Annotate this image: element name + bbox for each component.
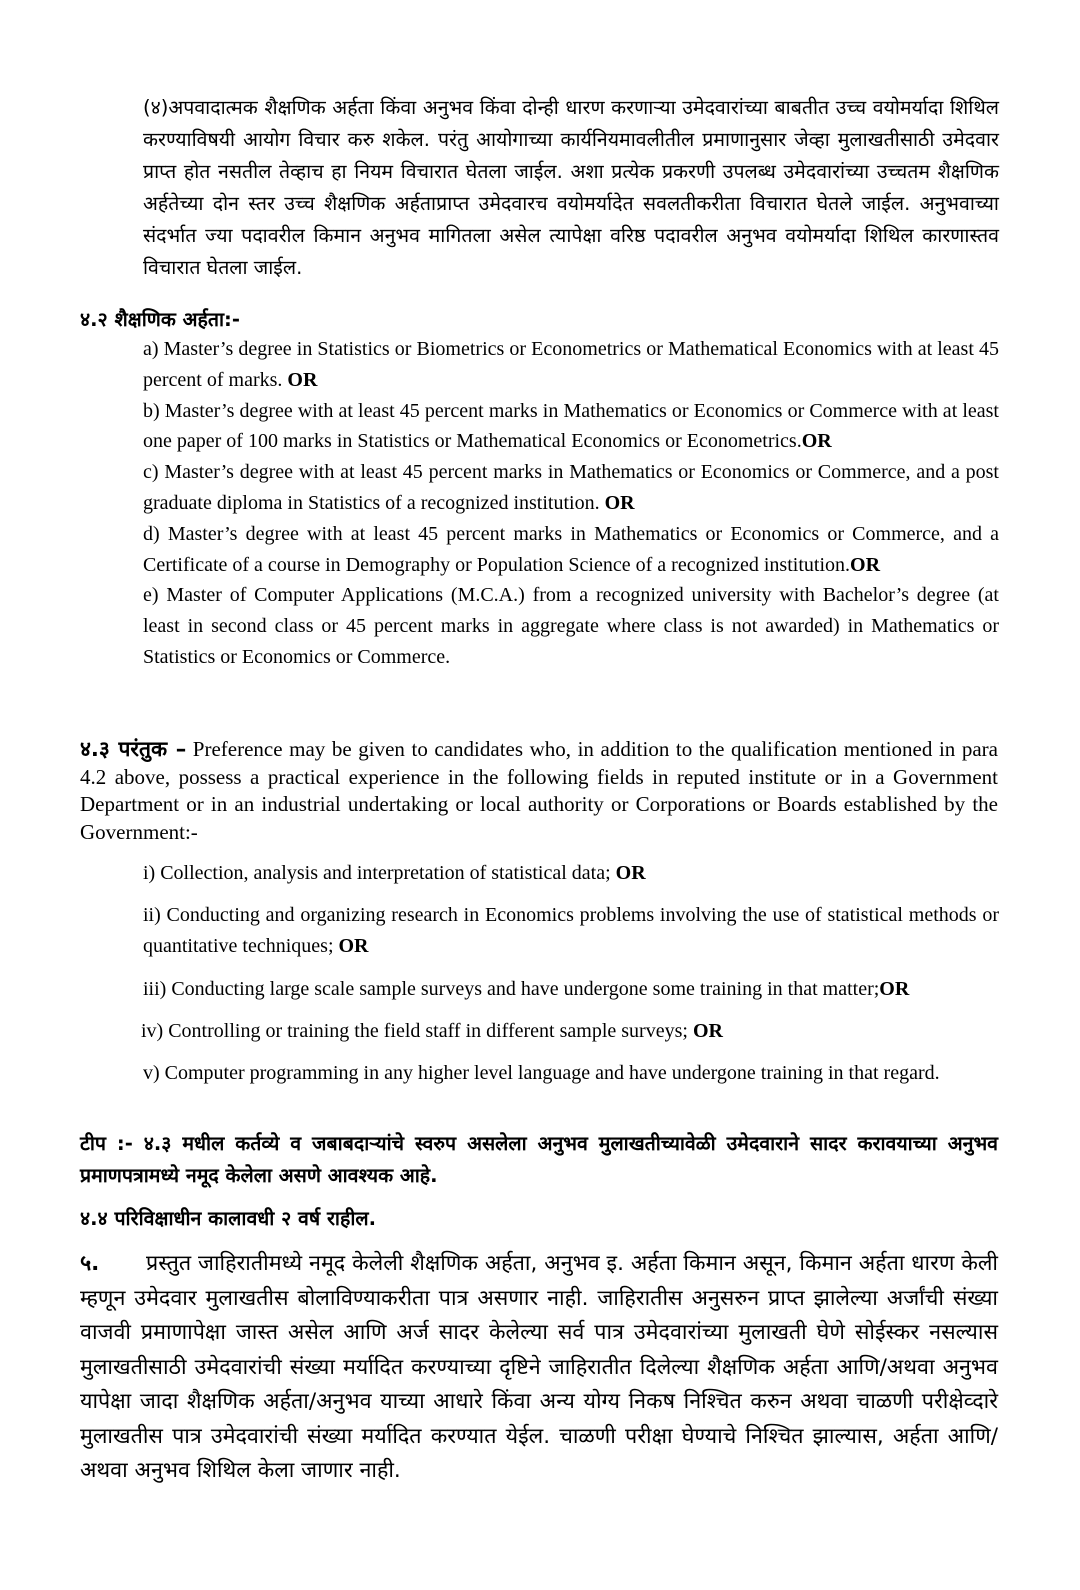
section-5-number: ५.: [80, 1251, 100, 1276]
qualification-option-a: a) Master’s degree in Statistics or Biometrics or Econometrics or Mathematical Economics with at least 45 percent of marks. OR: [143, 338, 999, 391]
section-5-text: प्रस्तुत जाहिरातीमध्ये नमूद केलेली शैक्षणिक अर्हता, अनुभव इ. अर्हता किमान असून, किमान अर्हता धारण केली म्हणून उमेदवार मुलाखतीस बोलाविण्याकरीता पात्र असणार नाही. जाहिरातीस अनुसरुन प्राप्त झालेल्या अर्जांची संख्या वाजवी प्रमाणापेक्षा जास्त असेल आणि अर्ज सादर केलेल्या सर्व पात्र उमेदवारांच्या मुलाखती घेणे सोईस्कर नसल्यास मुलाखतीसाठी उमेदवारांची संख्या मर्यादित करण्याच्या दृष्टिने जाहिरातीत दिलेल्या शैक्षणिक अर्हता आणि/अथवा अनुभव यापेक्षा जादा शैक्षणिक अर्हता/अनुभव याच्या आधारे किंवा अन्य योग्य निकष निश्चित करुन अथवा चाळणी परीक्षेव्दारे मुलाखतीस पात्र उमेदवारांची संख्या मर्यादित करण्यात येईल. चाळणी परीक्षा घेण्याचे निश्चित झाल्यास, अर्हता आणि/अथवा अनुभव शिथिल केला जाणार नाही.: [80, 1251, 998, 1483]
experience-item-iii: iii) Conducting large scale sample surveys and have undergone some training in that matter;OR: [143, 978, 910, 1000]
qualification-option-c: c) Master’s degree with at least 45 percent marks in Mathematics or Economics or Commerce, and a post graduate diploma in Statistics of a recognized institution. OR: [143, 461, 999, 514]
qualification-option-e: e) Master of Computer Applications (M.C.A.) from a recognized university with Bachelor’s degree (at least in second class or 45 percent marks in aggregate where class is not awarded) in Mathematics or Statistics or Economics or Commerce.: [143, 584, 999, 668]
qualification-option-b: b) Master’s degree with at least 45 percent marks in Mathematics or Economics or Commerce with at least one paper of 100 marks in Statistics or Mathematical Economics or Econometrics.OR: [143, 399, 999, 453]
age-relaxation-paragraph: (४)अपवादात्मक शैक्षणिक अर्हता किंवा अनुभव किंवा दोन्ही धारण करणाऱ्या उमेदवारांच्या बाबतीत उच्च वयोमर्यादा शिथिल करण्याविषयी आयोग विचार करु शकेल. परंतु आयोगाच्या कार्यनियमावलीतील प्रमाणानुसार जेव्हा मुलाखतीसाठी उमेदवार प्राप्त होत नसतील तेव्हाच हा नियम विचारात घेतला जाईल. अशा प्रत्येक प्रकरणी उपलब्ध उमेदवारांच्या उच्चतम शैक्षणिक अर्हतेच्या दोन स्तर उच्च शैक्षणिक अर्हताप्राप्त उमेदवारच वयोमर्यादेत सवलतीकरीता विचारात घेतले जाईल. अनुभवाच्या संदर्भात ज्या पदावरील किमान अनुभव मागितला असेल त्यापेक्षा वरिष्ठ पदावरील अनुभव वयोमर्यादा शिथिल कारणास्तव विचारात घेतला जाईल.: [143, 96, 999, 279]
experience-item-iv: iv) Controlling or training the field staff in different sample surveys; OR: [141, 1020, 723, 1042]
qualification-options-list: [143, 334, 999, 673]
experience-item-i: i) Collection, analysis and interpretation of statistical data; OR: [143, 862, 646, 884]
proviso-paragraph: [80, 736, 998, 846]
probation-period-line: ४.४ परिविक्षाधीन कालावधी २ वर्ष राहील.: [80, 1207, 377, 1230]
note-paragraph: टीप :- ४.३ मधील कर्तव्ये व जबाबदाऱ्यांचे स्वरुप असलेला अनुभव मुलाखतीच्यावेळी उमेदवाराने सादर करावयाच्या अनुभव प्रमाणपत्रामध्ये नमूद केलेला असणे आवश्यक आहे.: [80, 1132, 998, 1187]
experience-item-ii: ii) Conducting and organizing research in Economics problems involving the use of statistical methods or quantitative techniques; OR: [143, 904, 999, 957]
experience-item-v: v) Computer programming in any higher level language and have undergone training in that regard.: [143, 1062, 940, 1084]
proviso-heading: ४.३ परंतुक –: [80, 737, 187, 761]
educational-qualification-heading: ४.२ शैक्षणिक अर्हता:-: [80, 308, 240, 331]
section-5-paragraph: [80, 1247, 998, 1489]
proviso-text: Preference may be given to candidates who, in addition to the qualification mentioned in para 4.2 above, possess a practical experience in the following fields in reputed institute or in a Government Department or in an industrial undertaking or local authority or Corporations or Boards established by the Government:-: [80, 737, 998, 844]
qualification-option-d: d) Master’s degree with at least 45 percent marks in Mathematics or Economics or Commerce, and a Certificate of a course in Demography or Population Science of a recognized institution.OR: [143, 522, 999, 576]
